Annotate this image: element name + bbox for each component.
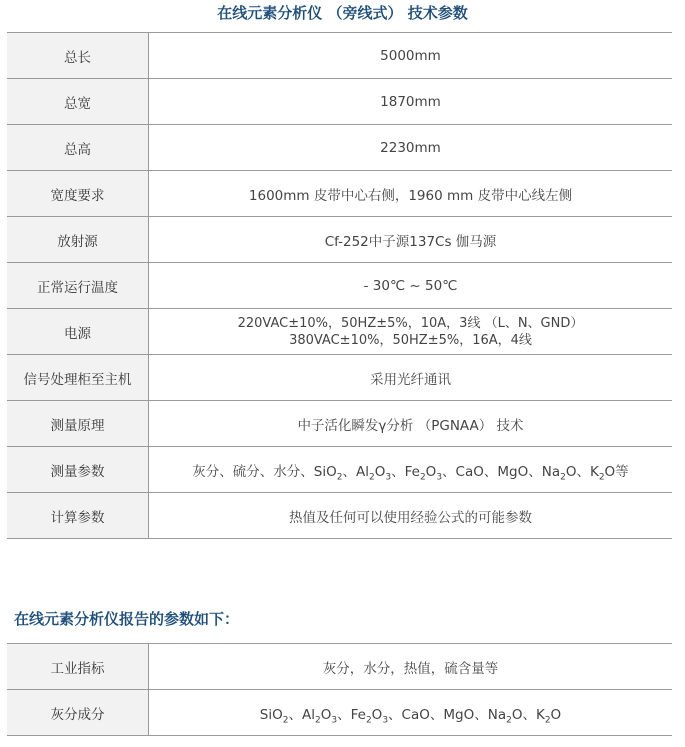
table-row <box>7 401 672 447</box>
table-row <box>7 217 672 263</box>
row-value: 采用光纤通讯 <box>149 355 673 401</box>
table-row <box>7 493 672 539</box>
row-label: 灰分成分 <box>7 690 149 736</box>
row-label: 总高 <box>7 125 149 171</box>
row-value: SiO$_2$、$Al_2O_3$、$Fe_2O_3$、CaO、MgO、$Na_2O$、$K_2O$ <box>149 690 673 736</box>
row-value: - 30℃ ~ 50℃ <box>149 263 673 309</box>
table-row <box>7 309 672 355</box>
spec-table <box>7 32 672 539</box>
power-line-1: 220VAC±10%，50HZ±5%，10A，3线 （L、N、GND） <box>237 315 584 331</box>
power-line-2: 380VAC±10%，50HZ±5%，16A，4线 <box>289 332 532 348</box>
table-row <box>7 355 672 401</box>
row-value: 灰分，水分，热值，硫含量等 <box>149 644 673 690</box>
row-value: 中子活化瞬发γ分析 （PGNAA） 技术 <box>149 401 673 447</box>
report-table <box>7 643 672 736</box>
row-label: 测量参数 <box>7 447 149 493</box>
table-row <box>7 79 672 125</box>
row-value: 2230mm <box>149 125 673 171</box>
row-value: 5000mm <box>149 33 673 79</box>
row-label: 放射源 <box>7 217 149 263</box>
table-row <box>7 447 672 493</box>
row-label: 总宽 <box>7 79 149 125</box>
row-value: 1600mm 皮带中心右侧，1960 mm 皮带中心线左侧 <box>149 171 673 217</box>
row-label: 信号处理柜至主机 <box>7 355 149 401</box>
table-row <box>7 171 672 217</box>
row-label: 电源 <box>7 309 149 355</box>
row-label: 宽度要求 <box>7 171 149 217</box>
section-title: 在线元素分析仪报告的参数如下： <box>14 610 240 628</box>
table-row <box>7 644 672 690</box>
row-value: 1870mm <box>149 79 673 125</box>
row-value <box>149 309 673 355</box>
row-label: 正常运行温度 <box>7 263 149 309</box>
row-value: Cf-252中子源137Cs 伽马源 <box>149 217 673 263</box>
row-label: 测量原理 <box>7 401 149 447</box>
table-row <box>7 690 672 736</box>
page-title: 在线元素分析仪 （旁线式） 技术参数 <box>217 4 468 22</box>
row-value: 热值及任何可以使用经验公式的可能参数 <box>149 493 673 539</box>
row-label: 计算参数 <box>7 493 149 539</box>
table-row <box>7 33 672 79</box>
row-value: 灰分、硫分、水分、SiO$_2$、$Al_2O_3$、$Fe_2O_3$、CaO、MgO、$Na_2O$、$K_2O$等 <box>149 447 673 493</box>
table-row <box>7 125 672 171</box>
row-label: 工业指标 <box>7 644 149 690</box>
row-label: 总长 <box>7 33 149 79</box>
table-row <box>7 263 672 309</box>
